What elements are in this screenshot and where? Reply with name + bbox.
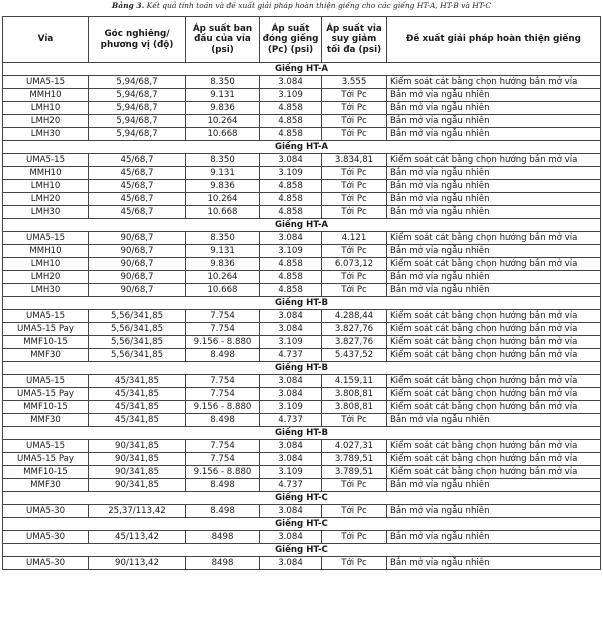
cell-completion-proposal: Kiểm soát cát bằng chọn hướng bắn mở vỉa [387,466,601,479]
table-caption [0,1,603,10]
cell-shutin-pressure: 4.858 [260,115,322,128]
cell-shutin-pressure: 4.858 [260,180,322,193]
cell-via: UMA5-15 [3,232,89,245]
cell-completion-proposal: Kiểm soát cát bằng chọn hướng bắn mở vỉa [387,440,601,453]
cell-completion-proposal: Bắn mở vỉa ngẫu nhiên [387,414,601,427]
group-row [3,362,601,375]
cell-completion-proposal: Bắn mở vỉa ngẫu nhiên [387,180,601,193]
cell-via: UMA5-15 [3,375,89,388]
cell-initial-pressure: 8498 [186,531,260,544]
cell-via: LMH10 [3,102,89,115]
cell-angle-azimuth: 90/341,85 [89,479,186,492]
table-header [3,17,601,63]
cell-initial-pressure: 7.754 [186,375,260,388]
group-row [3,427,601,440]
cell-via: MMH10 [3,167,89,180]
cell-max-depletion: Tới Pc [322,180,387,193]
table-body [3,63,601,570]
cell-initial-pressure: 10.668 [186,128,260,141]
cell-max-depletion: 4.027,31 [322,440,387,453]
cell-angle-azimuth: 45/341,85 [89,414,186,427]
table-row [3,323,601,336]
cell-shutin-pressure: 3.109 [260,89,322,102]
header-initial-pressure: Áp suất ban đầu của vỉa (psi) [186,17,260,63]
table-row [3,440,601,453]
cell-angle-azimuth: 5,56/341,85 [89,349,186,362]
cell-via: UMA5-15 [3,76,89,89]
caption-text: Kết quả tính toán và đề xuất giải pháp hoàn thiện giếng cho các giếng HT-A, HT-B và HT-C [144,1,492,10]
cell-shutin-pressure: 4.737 [260,479,322,492]
cell-shutin-pressure: 4.858 [260,258,322,271]
group-row [3,63,601,76]
cell-via: MMH10 [3,245,89,258]
group-row [3,544,601,557]
cell-shutin-pressure: 3.084 [260,375,322,388]
cell-completion-proposal: Bắn mở vỉa ngẫu nhiên [387,128,601,141]
table-row [3,167,601,180]
table-row [3,284,601,297]
cell-max-depletion: Tới Pc [322,245,387,258]
table-row [3,401,601,414]
cell-initial-pressure: 10.264 [186,271,260,284]
cell-max-depletion: 4.121 [322,232,387,245]
cell-max-depletion: Tới Pc [322,271,387,284]
table-row [3,258,601,271]
cell-completion-proposal: Bắn mở vỉa ngẫu nhiên [387,284,601,297]
table-row [3,206,601,219]
cell-max-depletion: Tới Pc [322,557,387,570]
cell-max-depletion: 5.437,52 [322,349,387,362]
cell-via: UMA5-15 Pay [3,323,89,336]
cell-angle-azimuth: 90/113,42 [89,557,186,570]
results-table [2,16,601,570]
group-title: Giếng HT-A [3,141,601,154]
header-via: Vỉa [3,17,89,63]
cell-initial-pressure: 7.754 [186,323,260,336]
table-row [3,89,601,102]
cell-initial-pressure: 10.264 [186,115,260,128]
cell-completion-proposal: Bắn mở vỉa ngẫu nhiên [387,531,601,544]
table-row [3,414,601,427]
cell-shutin-pressure: 3.109 [260,401,322,414]
cell-via: MMF10-15 [3,401,89,414]
cell-shutin-pressure: 3.084 [260,232,322,245]
cell-angle-azimuth: 45/68,7 [89,193,186,206]
group-title: Giếng HT-B [3,297,601,310]
cell-shutin-pressure: 3.084 [260,323,322,336]
cell-completion-proposal: Kiểm soát cát bằng chọn hướng bắn mở vỉa [387,76,601,89]
table-row [3,245,601,258]
cell-angle-azimuth: 45/341,85 [89,388,186,401]
cell-via: LMH30 [3,206,89,219]
cell-angle-azimuth: 90/68,7 [89,271,186,284]
cell-max-depletion: 3.808,81 [322,401,387,414]
cell-via: MMF30 [3,349,89,362]
group-row [3,492,601,505]
group-title: Giếng HT-A [3,63,601,76]
table-row [3,479,601,492]
cell-angle-azimuth: 45/341,85 [89,401,186,414]
cell-angle-azimuth: 5,94/68,7 [89,115,186,128]
cell-shutin-pressure: 4.737 [260,414,322,427]
cell-initial-pressure: 9.836 [186,180,260,193]
cell-via: MMF10-15 [3,336,89,349]
table-row [3,388,601,401]
header-max-depletion: Áp suất vỉa suy giảm tối đa (psi) [322,17,387,63]
cell-shutin-pressure: 3.084 [260,531,322,544]
cell-angle-azimuth: 5,94/68,7 [89,76,186,89]
cell-max-depletion: 3.555 [322,76,387,89]
cell-completion-proposal: Bắn mở vỉa ngẫu nhiên [387,193,601,206]
cell-initial-pressure: 7.754 [186,310,260,323]
table-row [3,349,601,362]
cell-completion-proposal: Bắn mở vỉa ngẫu nhiên [387,245,601,258]
cell-max-depletion: 6.073,12 [322,258,387,271]
group-row [3,297,601,310]
cell-angle-azimuth: 5,56/341,85 [89,310,186,323]
cell-max-depletion: 3.808,81 [322,388,387,401]
cell-shutin-pressure: 3.084 [260,505,322,518]
cell-max-depletion: Tới Pc [322,115,387,128]
cell-via: UMA5-15 Pay [3,388,89,401]
header-shutin-pressure: Áp suất đóng giếng (Pc) (psi) [260,17,322,63]
cell-via: LMH10 [3,180,89,193]
cell-max-depletion: Tới Pc [322,206,387,219]
table-row [3,505,601,518]
cell-angle-azimuth: 5,56/341,85 [89,323,186,336]
header-angle-azimuth: Góc nghiêng/ phương vị (độ) [89,17,186,63]
cell-initial-pressure: 8.498 [186,505,260,518]
cell-initial-pressure: 9.156 - 8.880 [186,466,260,479]
cell-initial-pressure: 9.156 - 8.880 [186,401,260,414]
cell-via: LMH10 [3,258,89,271]
cell-angle-azimuth: 5,56/341,85 [89,336,186,349]
cell-max-depletion: 3.789,51 [322,453,387,466]
table-row [3,466,601,479]
table-row [3,310,601,323]
cell-initial-pressure: 9.156 - 8.880 [186,336,260,349]
cell-shutin-pressure: 4.858 [260,128,322,141]
group-row [3,219,601,232]
cell-initial-pressure: 8.350 [186,232,260,245]
cell-max-depletion: Tới Pc [322,128,387,141]
caption-label: Bảng 3. [111,1,145,10]
cell-max-depletion: Tới Pc [322,531,387,544]
group-row [3,141,601,154]
cell-completion-proposal: Kiểm soát cát bằng chọn hướng bắn mở vỉa [387,258,601,271]
table-row [3,557,601,570]
cell-via: UMA5-30 [3,531,89,544]
cell-shutin-pressure: 3.084 [260,453,322,466]
cell-angle-azimuth: 90/341,85 [89,453,186,466]
table-row [3,154,601,167]
cell-shutin-pressure: 3.084 [260,310,322,323]
cell-completion-proposal: Bắn mở vỉa ngẫu nhiên [387,505,601,518]
header-row [3,17,601,63]
cell-completion-proposal: Bắn mở vỉa ngẫu nhiên [387,115,601,128]
cell-angle-azimuth: 90/68,7 [89,284,186,297]
group-title: Giếng HT-B [3,362,601,375]
cell-initial-pressure: 8.350 [186,76,260,89]
cell-angle-azimuth: 90/341,85 [89,466,186,479]
cell-angle-azimuth: 90/341,85 [89,440,186,453]
cell-completion-proposal: Kiểm soát cát bằng chọn hướng bắn mở vỉa [387,401,601,414]
cell-max-depletion: Tới Pc [322,89,387,102]
cell-via: MMF30 [3,414,89,427]
table-row [3,180,601,193]
cell-max-depletion: 4.159,11 [322,375,387,388]
cell-shutin-pressure: 3.084 [260,388,322,401]
table-row [3,232,601,245]
cell-initial-pressure: 10.668 [186,284,260,297]
cell-max-depletion: 3.827,76 [322,336,387,349]
cell-max-depletion: Tới Pc [322,284,387,297]
cell-max-depletion: 4.288,44 [322,310,387,323]
cell-completion-proposal: Kiểm soát cát bằng chọn hướng bắn mở vỉa [387,453,601,466]
cell-initial-pressure: 7.754 [186,440,260,453]
cell-shutin-pressure: 4.858 [260,206,322,219]
table-row [3,128,601,141]
cell-completion-proposal: Bắn mở vỉa ngẫu nhiên [387,89,601,102]
cell-angle-azimuth: 45/341,85 [89,375,186,388]
table-row [3,375,601,388]
cell-initial-pressure: 7.754 [186,453,260,466]
cell-via: MMF10-15 [3,466,89,479]
cell-via: UMA5-15 [3,310,89,323]
cell-initial-pressure: 9.131 [186,89,260,102]
cell-angle-azimuth: 45/68,7 [89,180,186,193]
table-row [3,102,601,115]
cell-shutin-pressure: 3.109 [260,466,322,479]
cell-via: LMH30 [3,128,89,141]
table-row [3,115,601,128]
cell-completion-proposal: Kiểm soát cát bằng chọn hướng bắn mở vỉa [387,336,601,349]
cell-initial-pressure: 8.498 [186,349,260,362]
cell-shutin-pressure: 3.084 [260,154,322,167]
cell-initial-pressure: 8.498 [186,479,260,492]
cell-via: UMA5-30 [3,557,89,570]
cell-max-depletion: Tới Pc [322,167,387,180]
cell-shutin-pressure: 3.084 [260,557,322,570]
cell-shutin-pressure: 4.858 [260,271,322,284]
cell-angle-azimuth: 45/68,7 [89,167,186,180]
group-title: Giếng HT-B [3,427,601,440]
cell-shutin-pressure: 4.737 [260,349,322,362]
cell-angle-azimuth: 5,94/68,7 [89,102,186,115]
table-row [3,531,601,544]
cell-initial-pressure: 7.754 [186,388,260,401]
cell-initial-pressure: 10.264 [186,193,260,206]
cell-completion-proposal: Kiểm soát cát bằng chọn hướng bắn mở vỉa [387,323,601,336]
cell-max-depletion: Tới Pc [322,193,387,206]
cell-via: LMH20 [3,115,89,128]
cell-max-depletion: Tới Pc [322,414,387,427]
cell-completion-proposal: Bắn mở vỉa ngẫu nhiên [387,271,601,284]
cell-max-depletion: Tới Pc [322,505,387,518]
cell-completion-proposal: Kiểm soát cát bằng chọn hướng bắn mở vỉa [387,154,601,167]
cell-angle-azimuth: 5,94/68,7 [89,89,186,102]
cell-shutin-pressure: 3.084 [260,76,322,89]
group-title: Giếng HT-A [3,219,601,232]
cell-completion-proposal: Bắn mở vỉa ngẫu nhiên [387,206,601,219]
cell-completion-proposal: Kiểm soát cát bằng chọn hướng bắn mở vỉa [387,375,601,388]
cell-initial-pressure: 9.131 [186,167,260,180]
cell-shutin-pressure: 4.858 [260,102,322,115]
cell-shutin-pressure: 3.109 [260,167,322,180]
cell-angle-azimuth: 5,94/68,7 [89,128,186,141]
cell-via: UMA5-15 Pay [3,453,89,466]
cell-angle-azimuth: 90/68,7 [89,232,186,245]
cell-completion-proposal: Kiểm soát cát bằng chọn hướng bắn mở vỉa [387,349,601,362]
cell-max-depletion: 3.827,76 [322,323,387,336]
cell-max-depletion: Tới Pc [322,479,387,492]
cell-completion-proposal: Kiểm soát cát bằng chọn hướng bắn mở vỉa [387,388,601,401]
cell-completion-proposal: Bắn mở vỉa ngẫu nhiên [387,167,601,180]
cell-max-depletion: 3.834,81 [322,154,387,167]
cell-shutin-pressure: 3.109 [260,245,322,258]
table-row [3,76,601,89]
cell-initial-pressure: 10.668 [186,206,260,219]
cell-completion-proposal: Bắn mở vỉa ngẫu nhiên [387,102,601,115]
table-row [3,193,601,206]
cell-via: MMF30 [3,479,89,492]
cell-completion-proposal: Bắn mở vỉa ngẫu nhiên [387,557,601,570]
cell-shutin-pressure: 3.109 [260,336,322,349]
cell-via: LMH20 [3,193,89,206]
cell-initial-pressure: 9.836 [186,258,260,271]
group-title: Giếng HT-C [3,518,601,531]
cell-angle-azimuth: 90/68,7 [89,245,186,258]
table-row [3,336,601,349]
cell-angle-azimuth: 45/113,42 [89,531,186,544]
table-row [3,271,601,284]
cell-angle-azimuth: 45/68,7 [89,154,186,167]
cell-completion-proposal: Kiểm soát cát bằng chọn hướng bắn mở vỉa [387,232,601,245]
cell-via: LMH20 [3,271,89,284]
group-title: Giếng HT-C [3,492,601,505]
group-title: Giếng HT-C [3,544,601,557]
cell-angle-azimuth: 90/68,7 [89,258,186,271]
cell-initial-pressure: 9.131 [186,245,260,258]
header-completion-proposal: Đề xuất giải pháp hoàn thiện giếng [387,17,601,63]
cell-initial-pressure: 8.350 [186,154,260,167]
cell-initial-pressure: 9.836 [186,102,260,115]
cell-max-depletion: 3.789,51 [322,466,387,479]
cell-angle-azimuth: 45/68,7 [89,206,186,219]
table-row [3,453,601,466]
cell-initial-pressure: 8.498 [186,414,260,427]
cell-completion-proposal: Kiểm soát cát bằng chọn hướng bắn mở vỉa [387,310,601,323]
cell-via: UMA5-15 [3,440,89,453]
cell-max-depletion: Tới Pc [322,102,387,115]
cell-shutin-pressure: 3.084 [260,440,322,453]
cell-angle-azimuth: 25,37/113,42 [89,505,186,518]
cell-shutin-pressure: 4.858 [260,284,322,297]
cell-via: LMH30 [3,284,89,297]
cell-shutin-pressure: 4.858 [260,193,322,206]
group-row [3,518,601,531]
cell-via: MMH10 [3,89,89,102]
cell-via: UMA5-15 [3,154,89,167]
cell-initial-pressure: 8498 [186,557,260,570]
cell-completion-proposal: Bắn mở vỉa ngẫu nhiên [387,479,601,492]
cell-via: UMA5-30 [3,505,89,518]
